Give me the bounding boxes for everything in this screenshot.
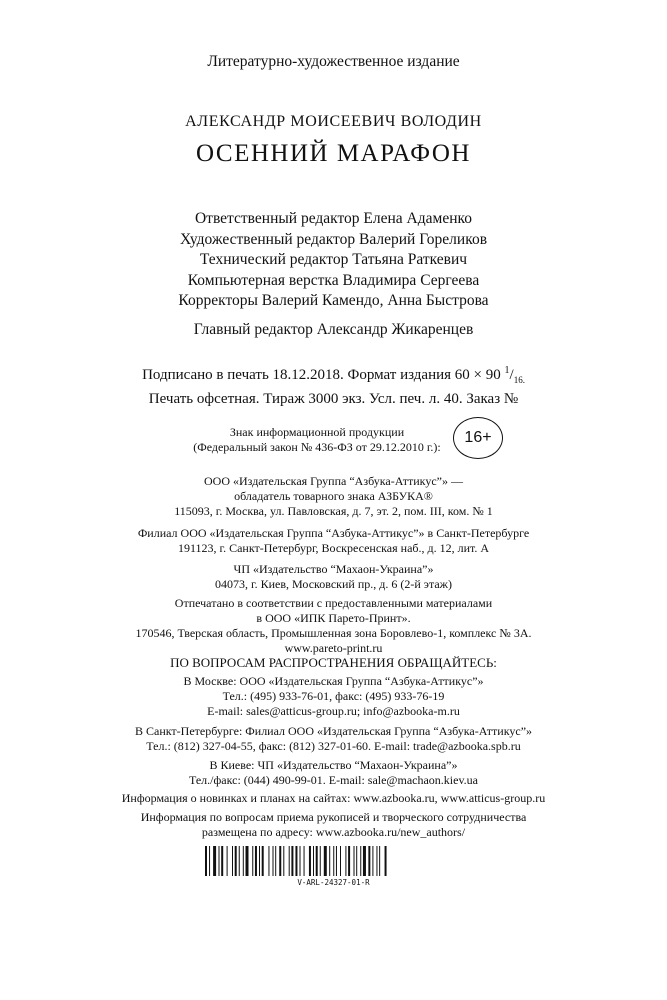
websites-info: Информация о новинках и планах на сайтах: www.azbooka.ru, www.atticus-group.ru: [121, 791, 546, 805]
manuscripts-info: Информация по вопросам приема рукописей и творческого сотрудничества размещена по адресу: www.azbooka.ru/new_authors/: [140, 810, 527, 839]
credit-line: Корректоры Валерий Камендо, Анна Быстрова: [178, 292, 489, 309]
barcode-bar: [309, 846, 311, 876]
barcode-bar: [227, 846, 228, 876]
barcode-bar: [333, 846, 334, 876]
barcode-bar: [304, 846, 305, 876]
distribution-spb: В Санкт-Петербурге: Филиал ООО «Издательская Группа “Азбука-Аттикус”» Тел.: (812) 327-04-55, факс: (812) 327-01-60. E-mail: trade@azbooka.spb.ru: [134, 724, 533, 753]
branch-kiev-block: ЧП «Издательство “Махаон-Украина”» 04073, г. Киев, Московский пр., д. 6 (2-й этаж): [215, 562, 452, 591]
barcode-bar: [262, 846, 264, 876]
print-info-format: Подписано в печать 18.12.2018. Формат издания 60 × 90: [142, 367, 501, 383]
barcode-bar: [329, 846, 330, 876]
age-rating-badge: 16+: [453, 417, 503, 459]
barcode-bar: [372, 846, 373, 876]
credit-line: Ответственный редактор Елена Адаменко: [194, 210, 472, 227]
barcode-bar: [255, 846, 257, 876]
barcode-bar: [275, 846, 276, 876]
barcode-bar: [291, 846, 293, 876]
print-info-line: Подписано в печать 18.12.2018. Формат издания 60 × 90 $^1/_{16.}$: [142, 365, 525, 385]
print-info-run: Печать офсетная. Тираж 3000 экз. Усл. печ. л. 40. Заказ №: [148, 391, 519, 407]
barcode-bar: [289, 846, 290, 876]
barcode-bar: [239, 846, 240, 876]
distribution-kiev: В Киеве: ЧП «Издательство “Махаон-Украина”» Тел./факс: (044) 490-99-01. E-mail: sale@machaon.kiev.ua: [188, 758, 478, 787]
barcode: [205, 846, 450, 876]
barcode-bar: [363, 846, 366, 876]
age-rating-text: Знак информационной продукции (Федеральный закон № 436-ФЗ от 29.12.2010 г.):: [193, 425, 441, 454]
barcode-bar: [316, 846, 318, 876]
barcode-bar: [219, 846, 220, 876]
barcode-bar: [360, 846, 361, 876]
barcode-bar: [356, 846, 357, 876]
barcode-bar: [252, 846, 253, 876]
print-info: [0, 361, 667, 409]
barcode-bar: [300, 846, 301, 876]
credit-line: Художественный редактор Валерий Гореликов: [179, 230, 488, 248]
barcode-bar: [379, 846, 380, 876]
printer-website: www.pareto-print.ru: [284, 641, 383, 655]
barcode-bar: [324, 846, 327, 876]
barcode-bar: [320, 846, 321, 876]
barcode-bar: [283, 846, 284, 876]
barcode-bar: [345, 846, 346, 876]
barcode-bar: [268, 846, 269, 876]
format-denominator: 16: [513, 375, 523, 385]
author-name: АЛЕКСАНДР МОИСЕЕВИЧ ВОЛОДИН: [185, 113, 482, 130]
barcode-bar: [313, 846, 314, 876]
barcode-bar: [246, 846, 249, 876]
distribution-heading: ПО ВОПРОСАМ РАСПРОСТРАНЕНИЯ ОБРАЩАЙТЕСЬ:: [170, 655, 497, 670]
credit-line: Компьютерная верстка Владимира Сергеева: [187, 271, 480, 289]
series-label: Литературно-художественное издание: [207, 53, 460, 70]
barcode-bar: [368, 846, 370, 876]
barcode-bar: [336, 846, 337, 876]
printer-block: Отпечатано в соответствии с предоставленными материалами в ООО «ИПК Парето-Принт». 170546, Тверская область, Промышленная зона Боровлево-1, комплекс № 3А. www.pareto-print.ru: [0, 596, 667, 656]
book-title: ОСЕННИЙ МАРАФОН: [196, 140, 471, 167]
barcode-bar: [376, 846, 377, 876]
barcode-bar: [348, 846, 350, 876]
barcode-bar: [243, 846, 244, 876]
barcode-bar: [213, 846, 216, 876]
chief-editor: Главный редактор Александр Жикаренцев: [193, 321, 474, 338]
barcode-bar: [235, 846, 237, 876]
format-numerator: 1: [504, 365, 510, 376]
barcode-bar: [273, 846, 274, 876]
barcode-bar: [279, 846, 281, 876]
barcode-label: V-ARL-24327-01-R: [297, 878, 370, 887]
barcode-bar: [221, 846, 223, 876]
barcode-bar: [209, 846, 210, 876]
barcode-bar: [354, 846, 355, 876]
barcode-bar: [232, 846, 233, 876]
barcode-bar: [259, 846, 260, 876]
barcode-bar: [385, 846, 387, 876]
barcode-bar: [340, 846, 341, 876]
branch-spb-block: Филиал ООО «Издательская Группа “Азбука-Аттикус”» в Санкт-Петербурге 191123, г. Санкт-Петербург, Воскресенская наб., д. 12, лит. А: [137, 526, 530, 555]
credits-list: [0, 209, 667, 312]
distribution-moscow: В Москве: ООО «Издательская Группа “Азбука-Аттикус”» Тел.: (495) 933-76-01, факс: (495) 933-76-19 E-mail: sales@atticus-group.ru; info@azbooka-m.ru: [183, 674, 484, 718]
barcode-bar: [205, 846, 207, 876]
publisher-block: ООО «Издательская Группа “Азбука-Аттикус”» — обладатель товарного знака АЗБУКА® 115093, г. Москва, ул. Павловская, д. 7, эт. 2, пом. III, ком. № 1: [174, 474, 493, 518]
credit-line: Технический редактор Татьяна Раткевич: [199, 251, 468, 268]
barcode-bar: [295, 846, 297, 876]
